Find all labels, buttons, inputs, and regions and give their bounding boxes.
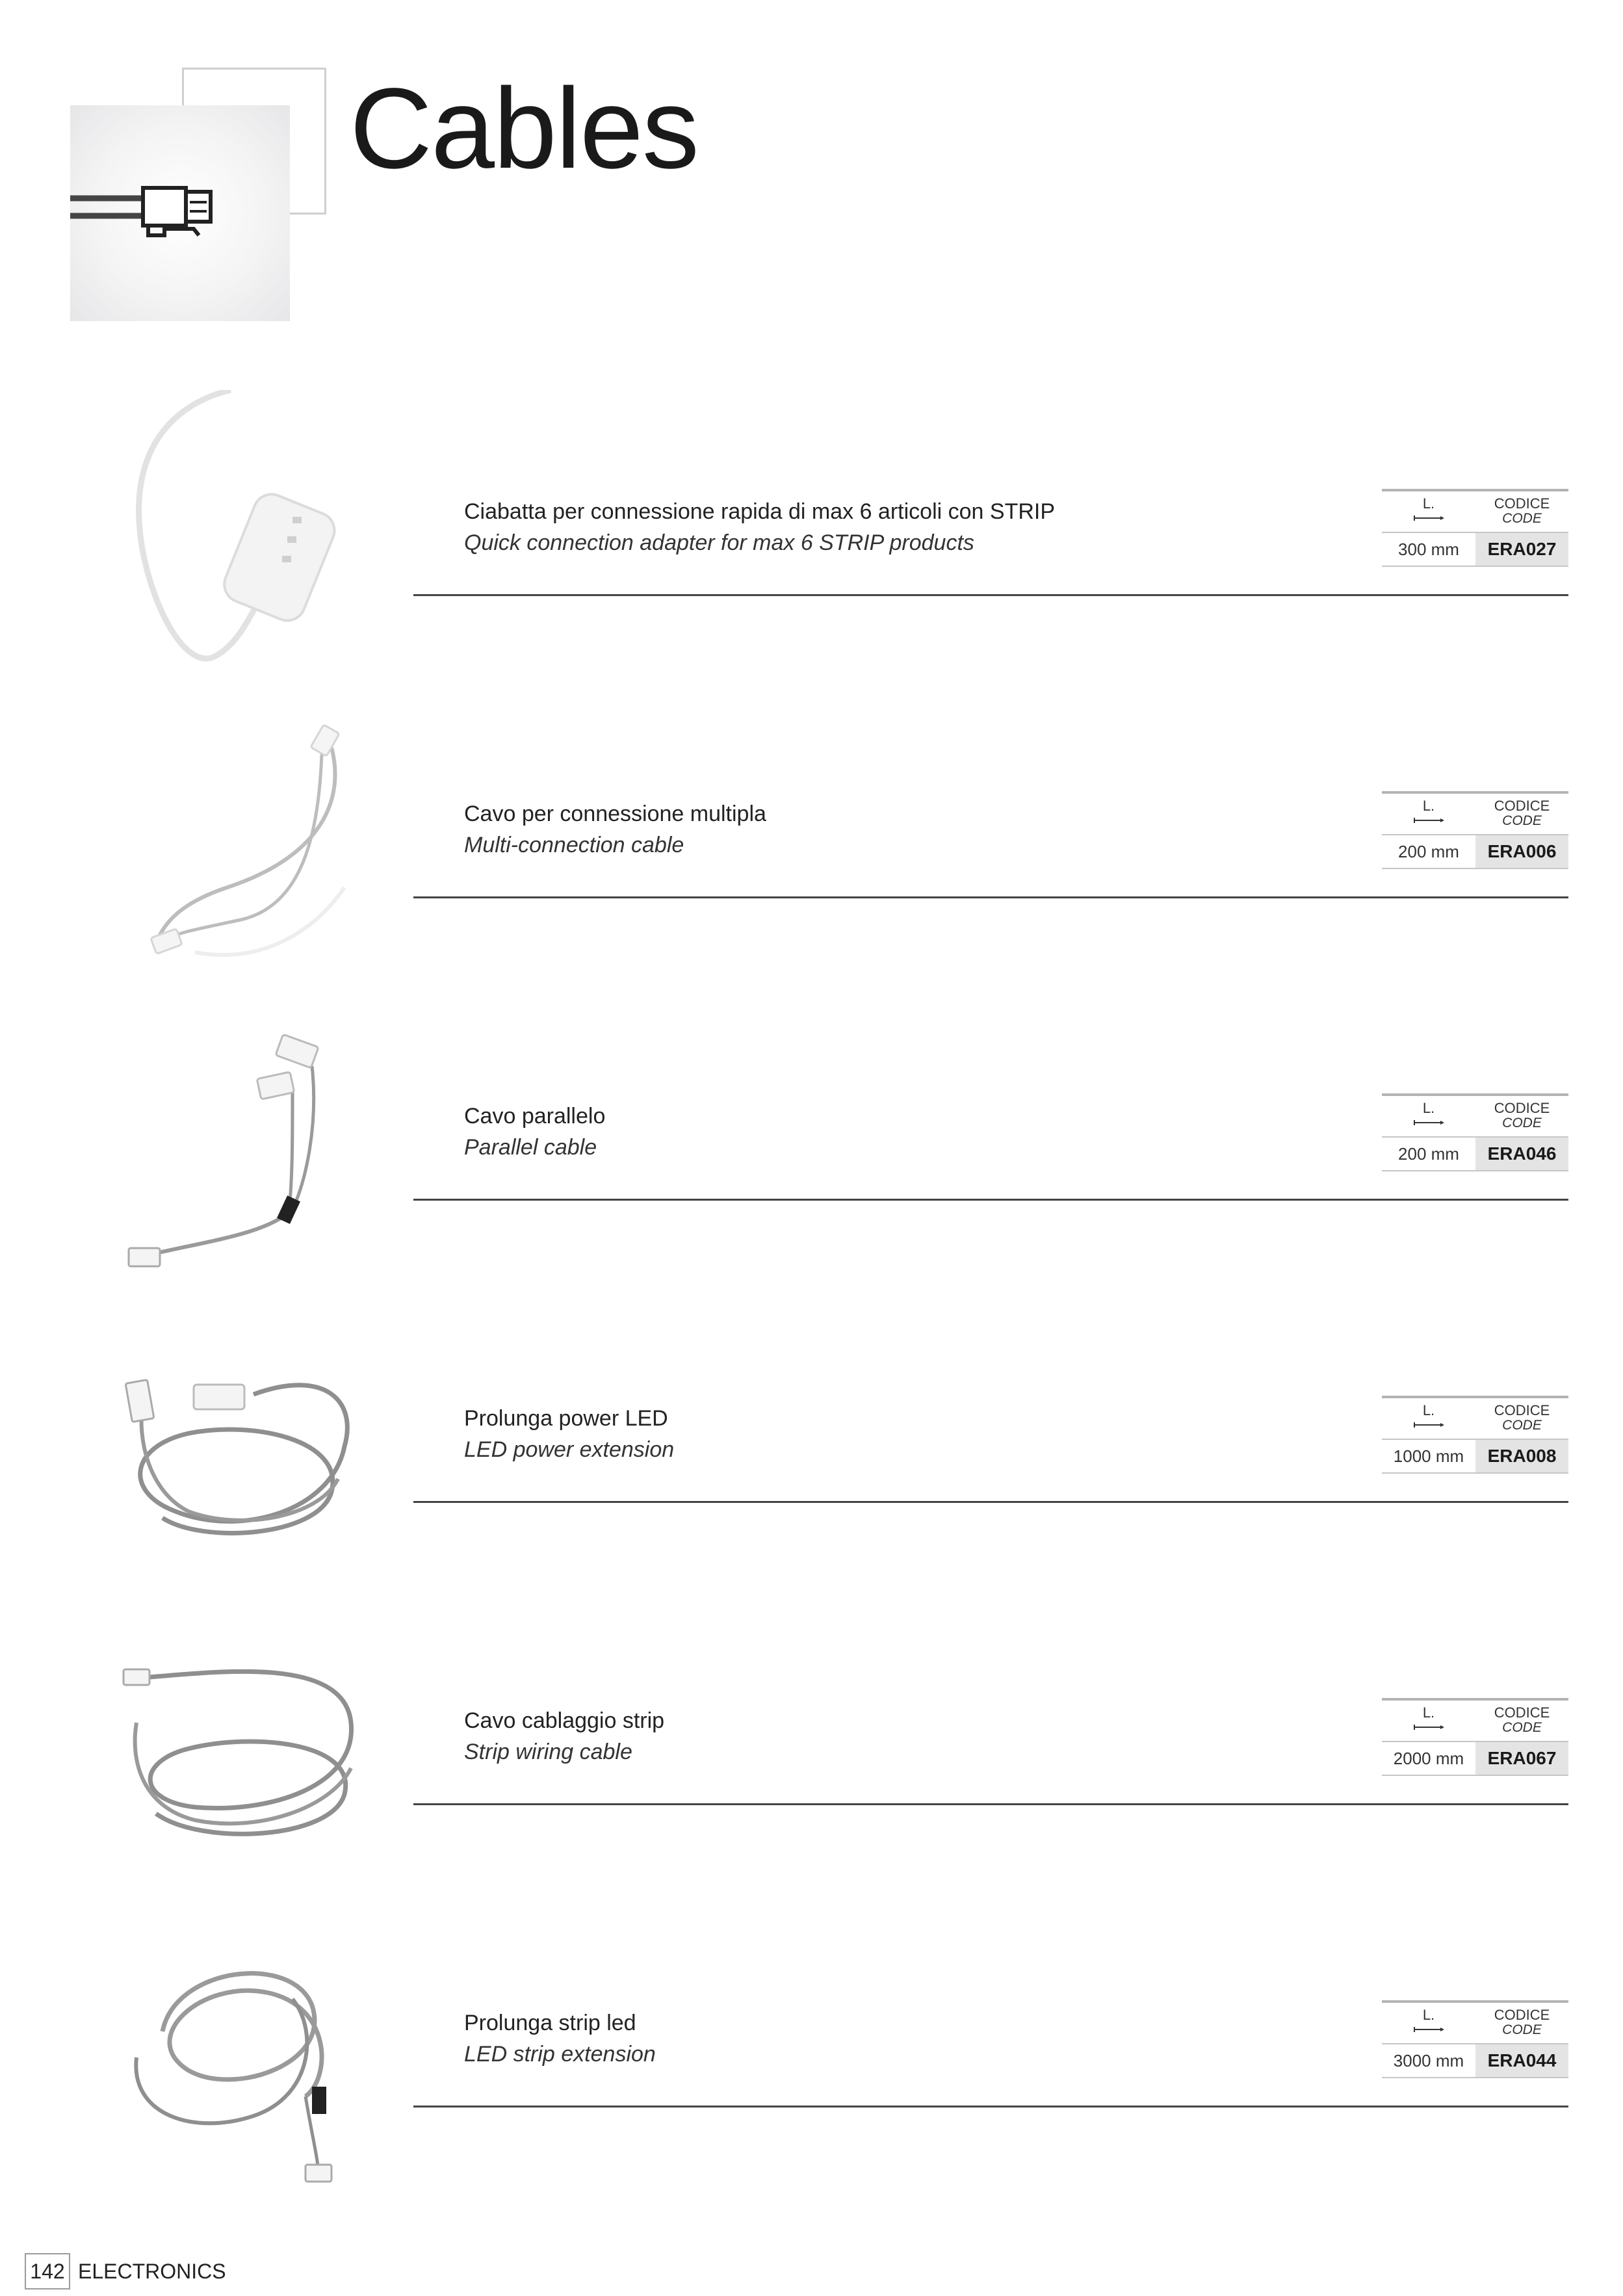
code-label-en: CODE (1502, 1115, 1542, 1130)
code-label-en: CODE (1502, 1720, 1542, 1735)
length-value: 2000 mm (1393, 1749, 1464, 1768)
category-icon-box (70, 105, 290, 321)
code-label-en: CODE (1502, 511, 1542, 526)
code-label: CODICE (1494, 2007, 1550, 2023)
product-row (0, 995, 1623, 1297)
row-divider (413, 2106, 1568, 2107)
page-title: Cables (350, 65, 698, 192)
code-label: CODICE (1494, 1100, 1550, 1116)
code-label-en: CODE (1502, 1418, 1542, 1433)
product-name-it: Cavo per connessione multipla (464, 802, 766, 826)
product-name-en: LED strip extension (464, 2042, 656, 2067)
length-value: 200 mm (1398, 842, 1459, 861)
multi-connection-cable-image (97, 692, 383, 978)
product-name-it: Prolunga power LED (464, 1406, 668, 1431)
spec-table (1382, 2000, 1568, 2078)
spec-table (1382, 1396, 1568, 1474)
product-code: ERA046 (1475, 1138, 1568, 1170)
row-divider (413, 1501, 1568, 1503)
product-name-en: Strip wiring cable (464, 1740, 632, 1764)
code-label-en: CODE (1502, 2022, 1542, 2037)
product-row (0, 1901, 1623, 2204)
led-power-extension-image (97, 1297, 383, 1583)
row-divider (413, 1803, 1568, 1805)
product-name-en: LED power extension (464, 1437, 675, 1462)
length-arrow-icon (1413, 515, 1446, 521)
product-code: ERA006 (1475, 835, 1568, 868)
length-value: 300 mm (1398, 540, 1459, 559)
section-label: ELECTRONICS (78, 2260, 226, 2283)
product-row (0, 692, 1623, 995)
product-name-it: Ciabatta per connessione rapida di max 6 articoli con STRIP (464, 499, 1056, 524)
length-label: L. (1422, 1402, 1435, 1418)
length-arrow-icon (1413, 2026, 1446, 2033)
product-name-it: Cavo cablaggio strip (464, 1708, 665, 1733)
cable-connector-icon (70, 105, 290, 321)
product-name-en: Multi-connection cable (464, 833, 684, 857)
length-label: L. (1422, 1704, 1435, 1721)
product-row (0, 1599, 1623, 1901)
row-divider (413, 896, 1568, 898)
product-name-en: Quick connection adapter for max 6 STRIP products (464, 530, 974, 555)
length-arrow-icon (1413, 1119, 1446, 1126)
code-label: CODICE (1494, 798, 1550, 814)
adapter-product-image (97, 390, 383, 676)
page-number: 142 (25, 2253, 70, 2289)
row-divider (413, 594, 1568, 596)
row-divider (413, 1199, 1568, 1201)
parallel-cable-image (97, 995, 383, 1281)
length-label: L. (1422, 495, 1435, 512)
length-arrow-icon (1413, 817, 1446, 824)
length-value: 3000 mm (1393, 2051, 1464, 2070)
product-code: ERA027 (1475, 533, 1568, 566)
product-code: ERA067 (1475, 1742, 1568, 1775)
code-label: CODICE (1494, 1402, 1550, 1418)
strip-wiring-cable-image (97, 1599, 383, 1885)
spec-table (1382, 1698, 1568, 1776)
code-label: CODICE (1494, 495, 1550, 512)
product-name-en: Parallel cable (464, 1135, 597, 1160)
product-code: ERA044 (1475, 2044, 1568, 2077)
product-row (0, 390, 1623, 692)
product-row (0, 1297, 1623, 1599)
length-value: 1000 mm (1393, 1446, 1464, 1466)
length-label: L. (1422, 1100, 1435, 1116)
product-name-it: Cavo parallelo (464, 1104, 606, 1128)
code-label-en: CODE (1502, 813, 1542, 828)
spec-table (1382, 791, 1568, 869)
product-code: ERA008 (1475, 1440, 1568, 1472)
spec-table (1382, 1093, 1568, 1171)
length-label: L. (1422, 798, 1435, 814)
length-label: L. (1422, 2007, 1435, 2023)
length-arrow-icon (1413, 1724, 1446, 1730)
led-strip-extension-image (97, 1901, 383, 2187)
spec-table (1382, 489, 1568, 567)
product-name-it: Prolunga strip led (464, 2011, 636, 2035)
length-value: 200 mm (1398, 1144, 1459, 1164)
code-label: CODICE (1494, 1704, 1550, 1721)
length-arrow-icon (1413, 1422, 1446, 1428)
